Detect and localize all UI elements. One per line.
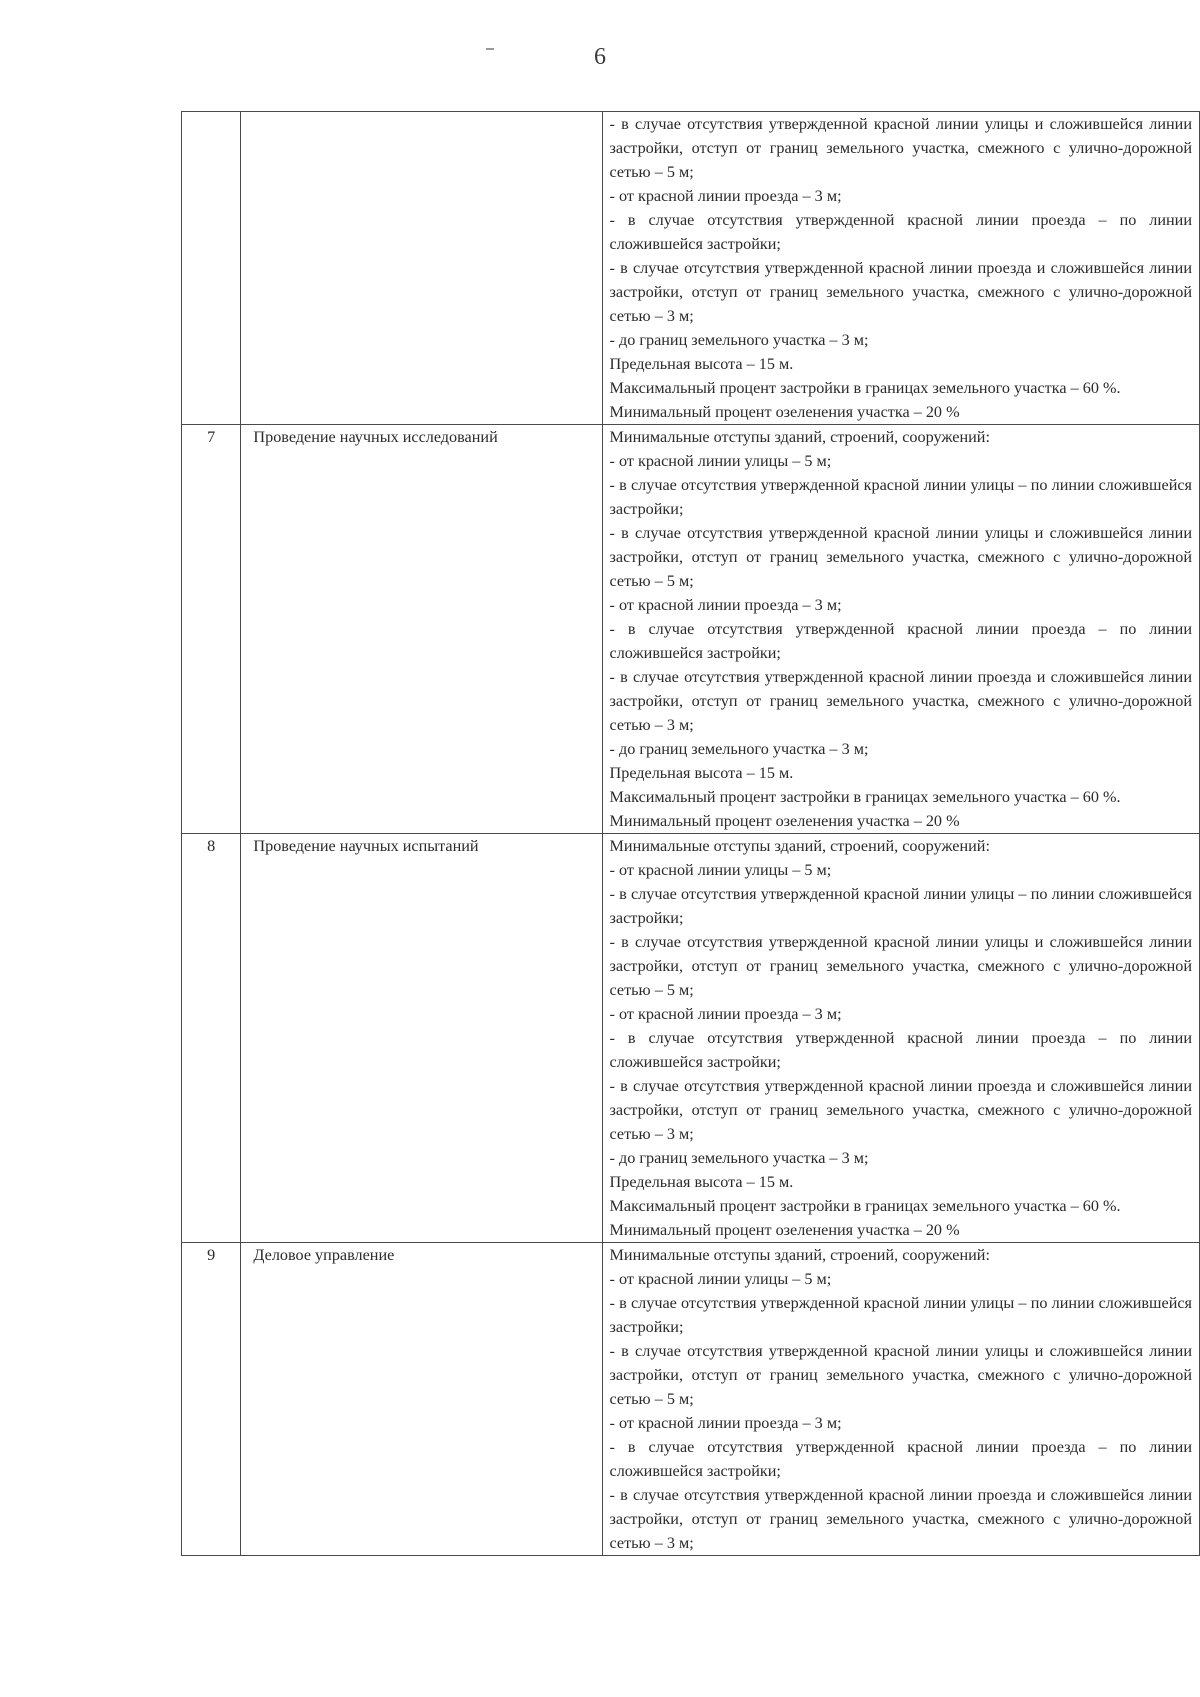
parameter-line: Минимальный процент озеленения участка – 20 % [609, 403, 960, 421]
parameter-line: Максимальный процент застройки в границах земельного участка – 60 %. [609, 1197, 1121, 1215]
parameter-line: - в случае отсутствия утвержденной красной линии улицы и сложившейся линии застройки, отступ от границ земельного участка, смежного с улично-дорожной сетью – 5 м; [609, 1342, 1192, 1408]
parameter-line: Предельная высота – 15 м. [609, 355, 794, 373]
parameter-line: - в случае отсутствия утвержденной красной линии проезда и сложившейся линии застройки, отступ от границ земельного участка, смежного с улично-дорожной сетью – 3 м; [609, 259, 1192, 325]
parameter-line: Максимальный процент застройки в границах земельного участка – 60 %. [609, 788, 1121, 806]
page-number: 6 [594, 44, 606, 70]
parameter-line: - в случае отсутствия утвержденной красной линии улицы – по линии сложившейся застройки; [609, 476, 1192, 518]
row-number: 7 [207, 428, 216, 446]
parameter-line: - от красной линии улицы – 5 м; [609, 452, 832, 470]
table-row [182, 1243, 1200, 1556]
table-row [182, 425, 1200, 834]
parameter-line: - в случае отсутствия утвержденной красной линии проезда и сложившейся линии застройки, отступ от границ земельного участка, смежного с улично-дорожной сетью – 3 м; [609, 1486, 1192, 1552]
row-number-cell [182, 112, 241, 425]
parameter-line: - в случае отсутствия утвержденной красной линии улицы – по линии сложившейся застройки; [609, 885, 1192, 927]
row-number-cell [182, 425, 241, 834]
parameter-line: Предельная высота – 15 м. [609, 764, 794, 782]
parameter-line: - до границ земельного участка – 3 м; [609, 740, 869, 758]
parameter-line: - в случае отсутствия утвержденной красной линии проезда и сложившейся линии застройки, отступ от границ земельного участка, смежного с улично-дорожной сетью – 3 м; [609, 668, 1192, 734]
parameter-line: - от красной линии проезда – 3 м; [609, 596, 842, 614]
parameter-line: Минимальные отступы зданий, строений, сооружений: [609, 1246, 990, 1264]
usage-type-cell [241, 1243, 602, 1556]
parameter-line: Минимальные отступы зданий, строений, сооружений: [609, 428, 990, 446]
usage-type-cell [241, 834, 602, 1243]
usage-type-cell [241, 112, 602, 425]
usage-type-name: Проведение научных испытаний [253, 837, 479, 855]
row-number: 9 [207, 1246, 216, 1264]
parameters-cell [602, 425, 1199, 834]
usage-type-cell [241, 425, 602, 834]
parameter-line: Максимальный процент застройки в границах земельного участка – 60 %. [609, 379, 1121, 397]
parameter-line: - в случае отсутствия утвержденной красной линии проезда – по линии сложившейся застройки; [609, 1029, 1192, 1071]
parameters-cell [602, 834, 1199, 1243]
row-number-cell [182, 1243, 241, 1556]
parameter-line: - в случае отсутствия утвержденной красной линии улицы и сложившейся линии застройки, отступ от границ земельного участка, смежного с улично-дорожной сетью – 5 м; [609, 115, 1192, 181]
row-number: 8 [207, 837, 216, 855]
scan-speck [486, 48, 494, 50]
regulations-table [181, 111, 1200, 1556]
parameter-line: Минимальный процент озеленения участка – 20 % [609, 1221, 960, 1239]
parameters-cell [602, 1243, 1199, 1556]
parameter-line: Минимальные отступы зданий, строений, сооружений: [609, 837, 990, 855]
parameter-line: - в случае отсутствия утвержденной красной линии проезда – по линии сложившейся застройки; [609, 1438, 1192, 1480]
parameter-line: - в случае отсутствия утвержденной красной линии улицы – по линии сложившейся застройки; [609, 1294, 1192, 1336]
table-row [182, 834, 1200, 1243]
parameter-line: Предельная высота – 15 м. [609, 1173, 794, 1191]
parameter-line: - от красной линии улицы – 5 м; [609, 1270, 832, 1288]
row-number-cell [182, 834, 241, 1243]
parameter-line: - в случае отсутствия утвержденной красной линии проезда – по линии сложившейся застройки; [609, 620, 1192, 662]
usage-type-name: Деловое управление [253, 1246, 395, 1264]
parameter-line: - от красной линии проезда – 3 м; [609, 1005, 842, 1023]
table-row [182, 112, 1200, 425]
parameter-line: - от красной линии проезда – 3 м; [609, 1414, 842, 1432]
parameter-line: - в случае отсутствия утвержденной красной линии улицы и сложившейся линии застройки, отступ от границ земельного участка, смежного с улично-дорожной сетью – 5 м; [609, 933, 1192, 999]
parameter-line: - в случае отсутствия утвержденной красной линии проезда и сложившейся линии застройки, отступ от границ земельного участка, смежного с улично-дорожной сетью – 3 м; [609, 1077, 1192, 1143]
parameter-line: - до границ земельного участка – 3 м; [609, 1149, 869, 1167]
parameter-line: - в случае отсутствия утвержденной красной линии проезда – по линии сложившейся застройки; [609, 211, 1192, 253]
table-body [182, 112, 1200, 1556]
parameter-line: - до границ земельного участка – 3 м; [609, 331, 869, 349]
parameter-line: - от красной линии улицы – 5 м; [609, 861, 832, 879]
parameter-line: - от красной линии проезда – 3 м; [609, 187, 842, 205]
parameter-line: - в случае отсутствия утвержденной красной линии улицы и сложившейся линии застройки, отступ от границ земельного участка, смежного с улично-дорожной сетью – 5 м; [609, 524, 1192, 590]
usage-type-name: Проведение научных исследований [253, 428, 498, 446]
parameters-cell [602, 112, 1199, 425]
parameter-line: Минимальный процент озеленения участка – 20 % [609, 812, 960, 830]
